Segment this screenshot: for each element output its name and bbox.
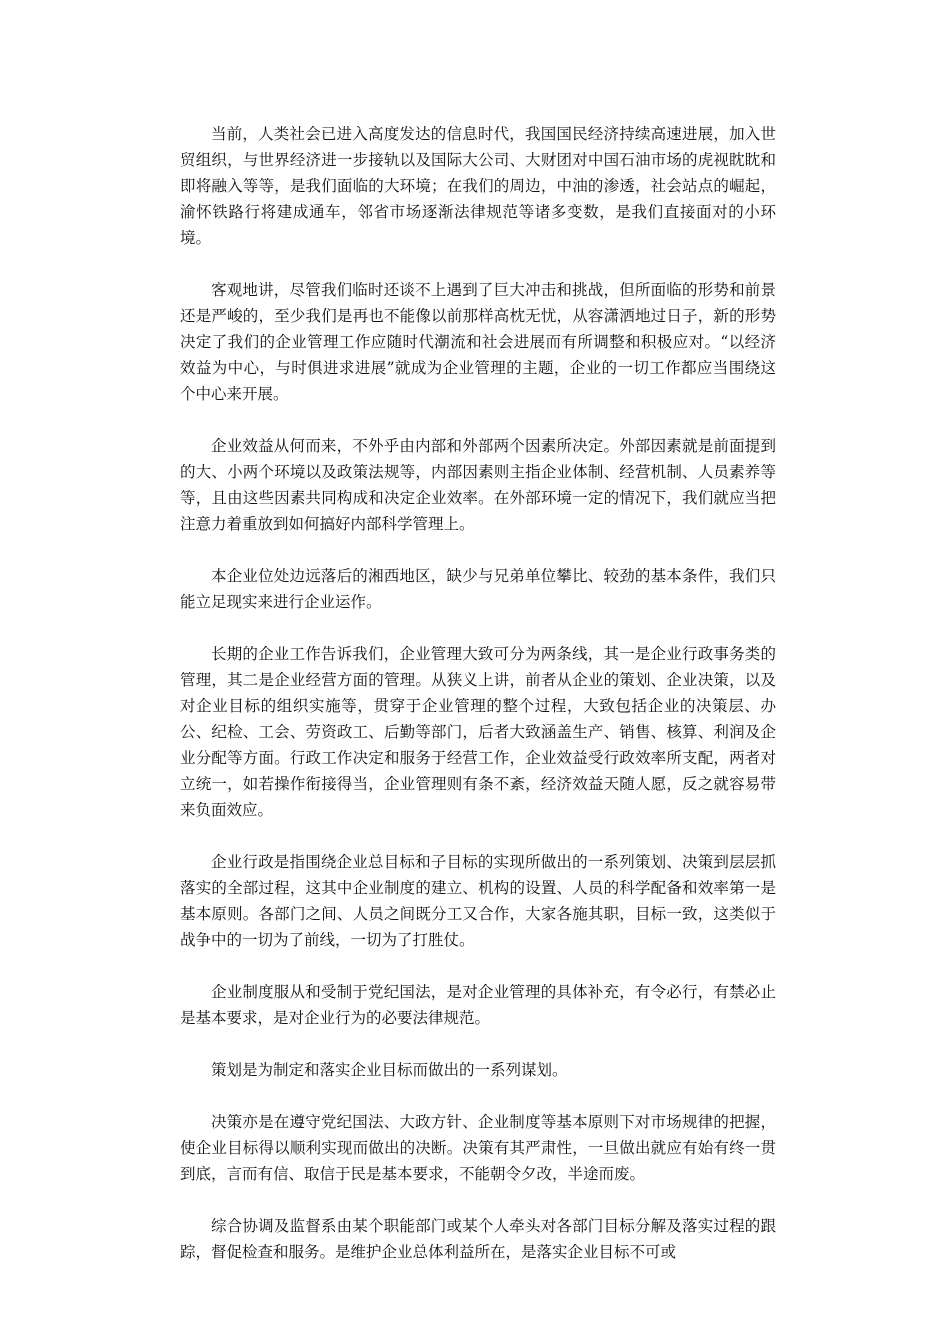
paragraph-8: 策划是为制定和落实企业目标而做出的一系列谋划。	[211, 1061, 568, 1079]
document-body	[180, 121, 776, 1291]
paragraph-3: 企业效益从何而来，不外乎由内部和外部两个因素所决定。外部因素就是前面提到的大、小两个环境以及政策法规等，内部因素则主指企业体制、经营机制、人员素养等等，且由这些因素共同构成和决定企业效率。在外部环境一定的情况下，我们就应当把注意力着重放到如何搞好内部科学管理上。	[180, 437, 776, 533]
paragraph-4: 本企业位处边远落后的湘西地区，缺少与兄弟单位攀比、较劲的基本条件，我们只能立足现实来进行企业运作。	[180, 567, 776, 611]
paragraph-5: 长期的企业工作告诉我们，企业管理大致可分为两条线，其一是企业行政事务类的管理，其二是企业经营方面的管理。从狭义上讲，前者从企业的策划、企业决策，以及对企业目标的组织实施等，贯穿于企业管理的整个过程，大致包括企业的决策层、办公、纪检、工会、劳资政工、后勤等部门，后者大致涵盖生产、销售、核算、利润及企业分配等方面。行政工作决定和服务于经营工作，企业效益受行政效率所支配，两者对立统一，如若操作衔接得当，企业管理则有条不紊，经济效益天随人愿，反之就容易带来负面效应。	[180, 645, 776, 819]
paragraph-10: 综合协调及监督系由某个职能部门或某个人牵头对各部门目标分解及落实过程的跟踪，督促检查和服务。是维护企业总体利益所在，是落实企业目标不可或	[180, 1217, 776, 1261]
paragraph-1: 当前，人类社会已进入高度发达的信息时代，我国国民经济持续高速进展，加入世贸组织，与世界经济进一步接轨以及国际大公司、大财团对中国石油市场的虎视眈眈和即将融入等等，是我们面临的大环境；在我们的周边，中油的渗透，社会站点的崛起，渝怀铁路行将建成通车，邻省市场逐渐法律规范等诸多变数，是我们直接面对的小环境。	[180, 125, 776, 247]
paragraph-6: 企业行政是指围绕企业总目标和子目标的实现所做出的一系列策划、决策到层层抓落实的全部过程，这其中企业制度的建立、机构的设置、人员的科学配备和效率第一是基本原则。各部门之间、人员之间既分工又合作，大家各施其职，目标一致，这类似于战争中的一切为了前线，一切为了打胜仗。	[180, 853, 776, 949]
paragraph-9: 决策亦是在遵守党纪国法、大政方针、企业制度等基本原则下对市场规律的把握，使企业目标得以顺利实现而做出的决断。决策有其严肃性，一旦做出就应有始有终一贯到底，言而有信、取信于民是基本要求，不能朝令夕改，半途而废。	[180, 1113, 776, 1183]
paragraph-2: 客观地讲，尽管我们临时还谈不上遇到了巨大冲击和挑战，但所面临的形势和前景还是严峻的，至少我们是再也不能像以前那样高枕无忧，从容潇洒地过日子，新的形势决定了我们的企业管理工作应随时代潮流和社会进展而有所调整和积极应对。“以经济效益为中心，与时俱进求进展”就成为企业管理的主题，企业的一切工作都应当围绕这个中心来开展。	[180, 281, 776, 403]
paragraph-7: 企业制度服从和受制于党纪国法，是对企业管理的具体补充，有令必行，有禁必止是基本要求，是对企业行为的必要法律规范。	[180, 983, 776, 1027]
